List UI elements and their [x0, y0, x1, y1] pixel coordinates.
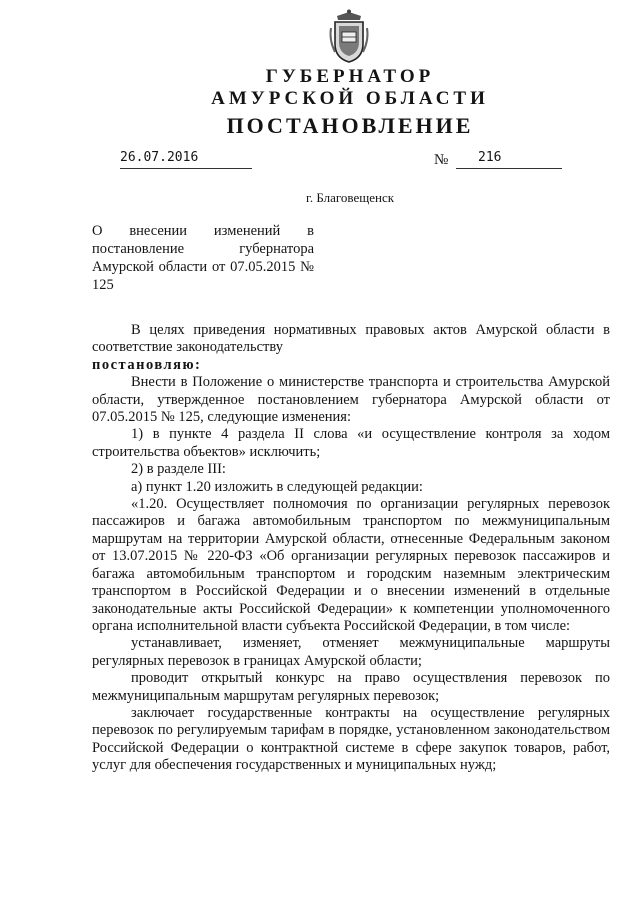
decree-word: постановляю:: [92, 356, 202, 373]
document-city: г. Благовещенск: [305, 190, 395, 205]
issuer-title: ГУБЕРНАТОР: [265, 66, 435, 87]
body-paragraph: Внести в Положение о министерстве транспорта и строительства Амурской области, утвержденное постановлением губернатора Амурской области от 07.05.2015 № 125, следующие изменения:: [92, 374, 610, 426]
body-paragraph: заключает государственные контракты на осуществление регулярных перевозок по регулируемым тарифам в порядке, установленном законодательством Российской Федерации о контрактной системе в сфере закупок товаров, работ, услуг для обеспечения государственных и муниципальных нужд;: [92, 704, 610, 774]
coat-of-arms-emblem: [327, 8, 371, 64]
number-underline: [456, 168, 562, 169]
body-paragraph: а) пункт 1.20 изложить в следующей редакции:: [131, 478, 423, 495]
document-number: 216: [478, 150, 502, 165]
document-type: ПОСТАНОВЛЕНИЕ: [226, 113, 474, 138]
decree-paragraph: [92, 357, 610, 374]
date-underline: [120, 168, 252, 169]
body-paragraph: 1) в пункте 4 раздела II слова «и осуществление контроля за ходом строительства объектов» исключить;: [92, 426, 610, 460]
body-paragraph: проводит открытый конкурс на право осуществления перевозок по межмуниципальным маршрутам регулярных перевозок;: [92, 670, 610, 704]
issuer-region: АМУРСКОЙ ОБЛАСТИ: [211, 88, 489, 109]
body-paragraph: «1.20. Осуществляет полномочия по организации регулярных перевозок пассажиров и багажа автомобильным транспортом по межмуниципальным маршрутам на территории Амурской области, отнесенные Федеральным законом от 13.07.2015 № 220-ФЗ «Об организации регулярных перевозок пассажиров и багажа автомобильным транспортом и городским наземным электрическим транспортом в Российской Федерации и о внесении изменений в отдельные законодательные акты Российской Федерации» к компетенции уполномоченного органа исполнительной власти субъекта Российской Федерации, в том числе:: [92, 496, 610, 634]
document-date: 26.07.2016: [120, 150, 199, 165]
body-paragraph: 2) в разделе III:: [131, 461, 226, 478]
document-body: [92, 322, 610, 775]
body-paragraph: устанавливает, изменяет, отменяет межмуниципальные маршруты регулярных перевозок в границах Амурской области;: [92, 635, 610, 669]
document-subject: О внесении изменений в постановление губернатора Амурской области от 07.05.2015 № 125: [92, 223, 314, 293]
number-sign: №: [434, 152, 449, 168]
intro-paragraph: В целях приведения нормативных правовых актов Амурской области в соответствие законодательству: [92, 322, 610, 356]
